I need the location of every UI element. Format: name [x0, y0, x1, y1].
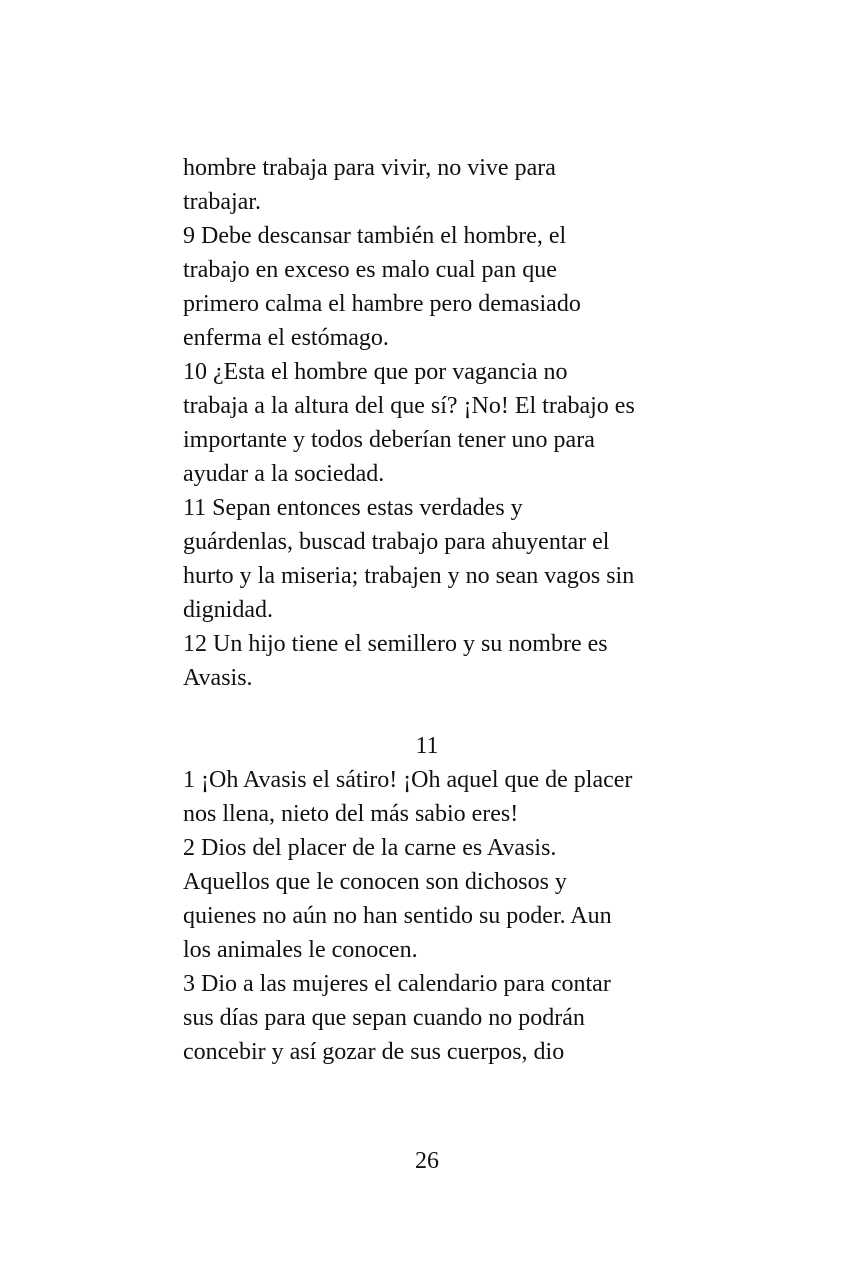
chapter-verse-3 [183, 967, 683, 1069]
text-line: primero calma el hambre pero demasiado [183, 291, 581, 317]
text-line: trabajar. [183, 189, 261, 215]
text-line: 2 Dios del placer de la carne es Avasis. [183, 835, 557, 861]
verse-12 [183, 627, 683, 695]
text-line: Avasis. [183, 665, 253, 691]
text-line: nos llena, nieto del más sabio eres! [183, 801, 519, 827]
text-line: 11 Sepan entonces estas verdades y [183, 495, 523, 521]
page-number: 26 [415, 1148, 439, 1174]
text-line: Aquellos que le conocen son dichosos y [183, 869, 567, 895]
text-line: hombre trabaja para vivir, no vive para [183, 155, 556, 181]
text-line: trabaja a la altura del que sí? ¡No! El trabajo es [183, 393, 635, 419]
text-line: quienes no aún no han sentido su poder. Aun [183, 903, 612, 929]
body-text [183, 151, 683, 1069]
continuation-paragraph [183, 151, 683, 219]
text-line: trabajo en exceso es malo cual pan que [183, 257, 557, 283]
text-line: 12 Un hijo tiene el semillero y su nombre es [183, 631, 608, 657]
text-line: dignidad. [183, 597, 273, 623]
text-line: hurto y la miseria; trabajen y no sean vagos sin [183, 563, 635, 589]
chapter-verse-1 [183, 763, 683, 831]
text-line: 9 Debe descansar también el hombre, el [183, 223, 567, 249]
text-line: guárdenlas, buscad trabajo para ahuyentar el [183, 529, 610, 555]
text-line: 1 ¡Oh Avasis el sátiro! ¡Oh aquel que de placer [183, 767, 633, 793]
verse-9 [183, 219, 683, 355]
text-line: concebir y así gozar de sus cuerpos, dio [183, 1039, 565, 1065]
text-line: importante y todos deberían tener uno para [183, 427, 595, 453]
verse-11 [183, 491, 683, 627]
section-spacer [183, 695, 683, 729]
chapter-verse-2 [183, 831, 683, 967]
text-line: enferma el estómago. [183, 325, 389, 351]
text-line: 10 ¿Esta el hombre que por vagancia no [183, 359, 568, 385]
text-line: 3 Dio a las mujeres el calendario para contar [183, 971, 611, 997]
verse-10 [183, 355, 683, 491]
text-line: los animales le conocen. [183, 937, 418, 963]
text-line: sus días para que sepan cuando no podrán [183, 1005, 585, 1031]
text-line: ayudar a la sociedad. [183, 461, 385, 487]
chapter-heading: 11 [415, 733, 439, 759]
